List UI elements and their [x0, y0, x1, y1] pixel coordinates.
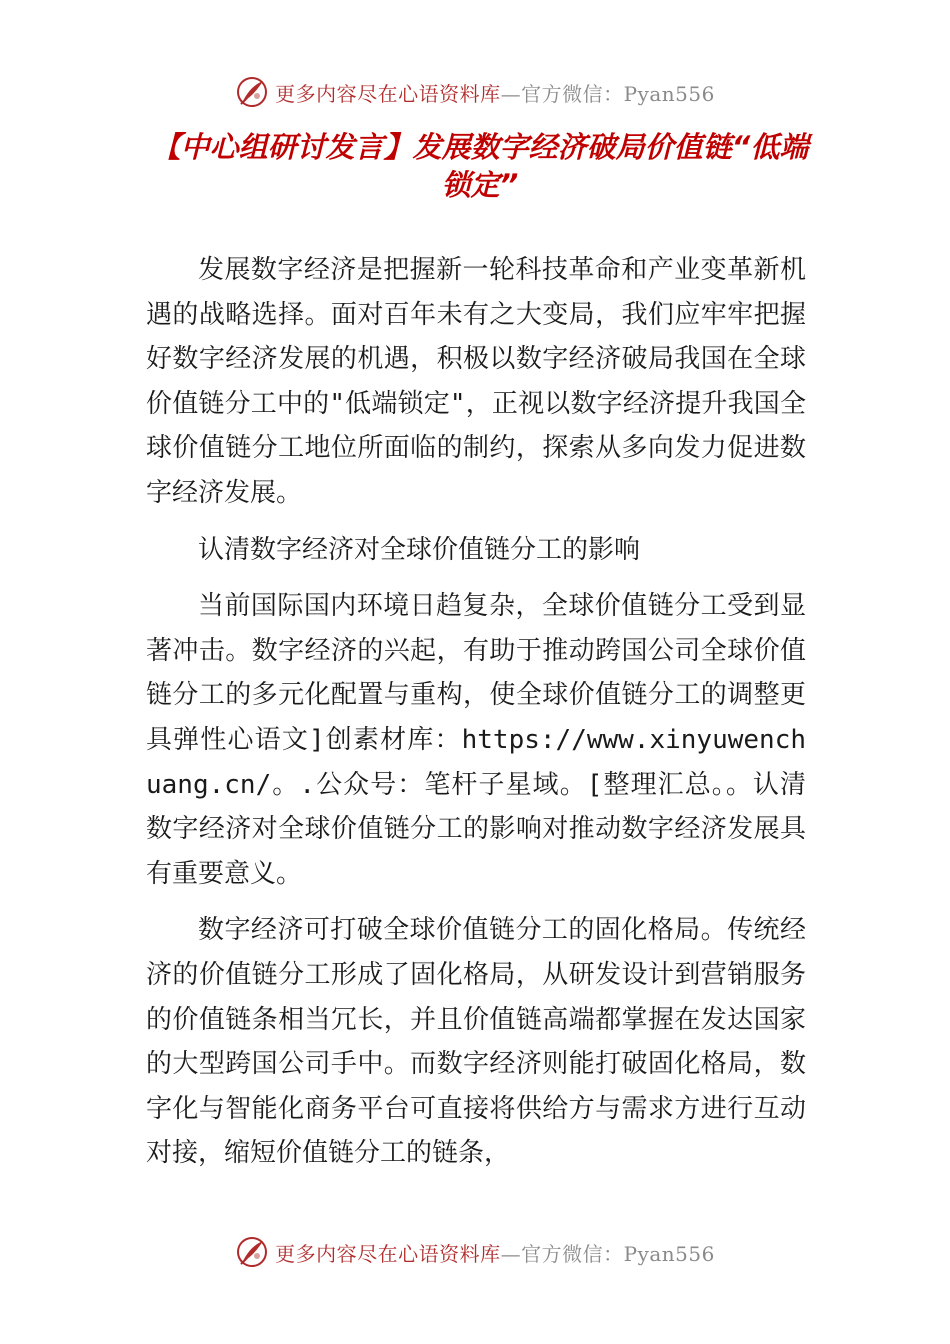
feather-quill-logo-icon	[235, 75, 269, 109]
header-banner	[0, 72, 950, 112]
feather-quill-logo-icon	[235, 1235, 269, 1269]
banner-red-text: 更多内容尽在心语资料库	[275, 81, 501, 106]
banner-gray-text: —官方微信：Pyan556	[500, 81, 715, 106]
banner-gray-text: —官方微信：Pyan556	[500, 1241, 715, 1266]
paragraph: 发展数字经济是把握新一轮科技革命和产业变革新机遇的战略选择。面对百年未有之大变局，我们应牢牢把握好数字经济发展的机遇，积极以数字经济破局我国在全球价值链分工中的"低端锁定"，正视以数字经济提升我国全球价值链分工地位所面临的制约，探索从多向发力促进数字经济发展。	[146, 255, 806, 508]
banner-red-text: 更多内容尽在心语资料库	[275, 1241, 501, 1266]
section-heading: 认清数字经济对全球价值链分工的影响	[198, 534, 641, 565]
footer-banner	[0, 1232, 950, 1272]
paragraph: 数字经济可打破全球价值链分工的固化格局。传统经济的价值链分工形成了固化格局，从研发设计到营销服务的价值链条相当冗长，并且价值链高端都掌握在发达国家的大型跨国公司手中。而数字经济则能打破固化格局，数字化与智能化商务平台可直接将供给方与需求方进行互动对接，缩短价值链分工的链条，	[146, 915, 806, 1169]
banner-caption	[275, 78, 715, 107]
paragraph: 当前国际国内环境日趋复杂，全球价值链分工受到显著冲击。数字经济的兴起，有助于推动跨国公司全球价值链分工的多元化配置与重构，使全球价值链分工的调整更具弹性心语文]创素材库：https://www.xinyuwenchuang.cn/。.公众号：笔杆子星域。[整理汇总。。认清数字经济对全球价值链分工的影响对推动数字经济发展具有重要意义。	[146, 591, 806, 889]
document-body	[146, 248, 806, 1188]
banner-caption	[275, 1238, 715, 1267]
document-title: 【中心组研讨发言】发展数字经济破局价值链“低端锁定”	[151, 130, 809, 202]
